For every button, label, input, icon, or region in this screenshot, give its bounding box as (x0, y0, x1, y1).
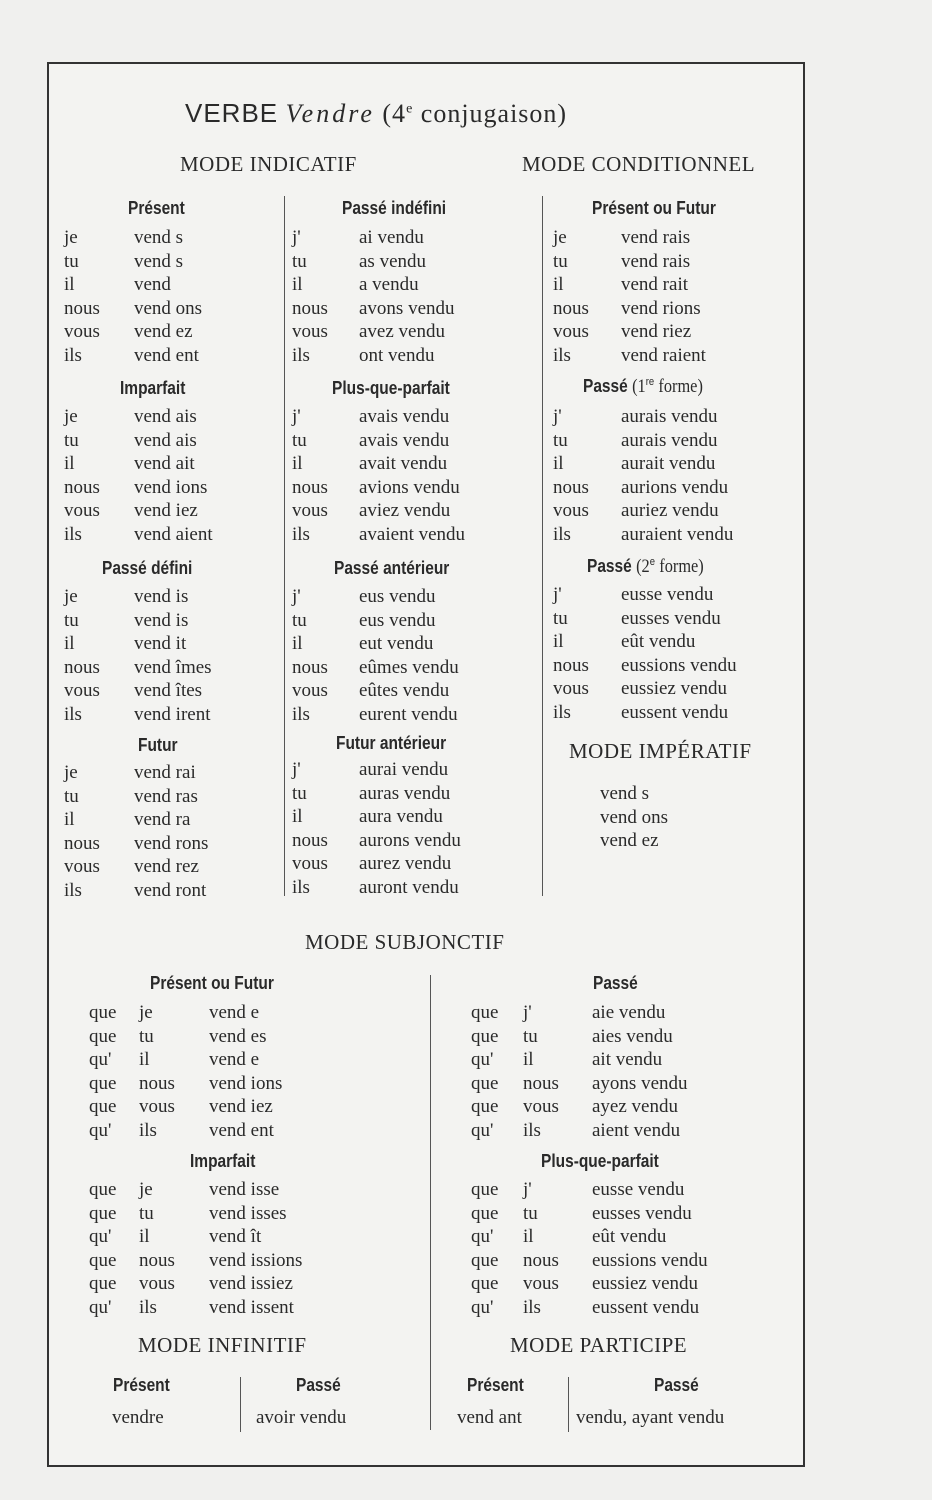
conj-pronoun: nous (292, 829, 328, 851)
heading-passe-indefini: Passé indéfini (342, 198, 447, 218)
conj-pronoun: tu (523, 1025, 538, 1047)
conj-pronoun: tu (139, 1202, 154, 1224)
conj-pronoun: ils (292, 876, 310, 898)
heading-subj-plus-que-parfait: Plus-que-parfait (541, 1151, 659, 1171)
conj-form: avait vendu (359, 453, 448, 474)
infinitif-passe: avoir vendu (256, 1407, 347, 1428)
conj-form: eût vendu (592, 1226, 667, 1247)
conj-form: eussions vendu (592, 1249, 708, 1271)
conj-pronoun: nous (553, 654, 589, 676)
conj-form: auraient vendu (621, 523, 734, 545)
conj-pronoun: nous (64, 832, 100, 854)
conj-form: eusse vendu (621, 584, 714, 605)
imperatif-form: vend s (600, 783, 650, 804)
conj-form: ait vendu (592, 1049, 663, 1070)
conj-form: eus vendu (359, 586, 436, 607)
conj-form: eusses vendu (621, 607, 721, 629)
heading-present: Présent (128, 198, 185, 218)
conj-form: auriez vendu (621, 500, 719, 521)
conj-pronoun: j' (292, 759, 301, 780)
conj-que: qu' (89, 1296, 112, 1318)
title-paren: (4 (382, 99, 407, 128)
conj-form: vend issiez (209, 1273, 293, 1294)
column-rule (284, 196, 285, 896)
conj-pronoun: vous (292, 853, 328, 874)
conj-form: vend rais (621, 250, 691, 272)
conj-que: que (89, 1002, 117, 1023)
conj-form: eus vendu (359, 609, 436, 631)
conj-form: vend rais (621, 227, 691, 248)
conj-form: avaient vendu (359, 523, 466, 545)
heading-cond-passe2-end: forme) (659, 556, 704, 577)
conj-form: vend raient (621, 344, 706, 366)
conj-pronoun: ils (553, 523, 571, 545)
conj-que: que (471, 1025, 499, 1047)
conj-que: que (471, 1002, 499, 1023)
conj-pronoun: nous (523, 1249, 559, 1271)
conj-que: que (89, 1025, 117, 1047)
column-rule (568, 1377, 569, 1432)
heading-cond-passe1-paren: (1 (632, 376, 646, 397)
title-sup: e (406, 101, 414, 117)
conj-pronoun: il (64, 274, 75, 295)
heading-cond-present: Présent ou Futur (592, 198, 716, 218)
conj-pronoun: ils (64, 344, 82, 366)
conj-form: aurez vendu (359, 853, 452, 874)
column-rule (542, 196, 543, 896)
conj-form: ont vendu (359, 344, 435, 366)
conj-pronoun: il (523, 1049, 534, 1070)
mode-imperatif: MODE IMPÉRATIF (569, 739, 752, 763)
conj-form: aurais vendu (621, 406, 718, 427)
conj-form: vend rait (621, 274, 689, 295)
conj-form: aviez vendu (359, 500, 451, 521)
heading-inf-passe: Passé (296, 1375, 341, 1395)
mode-subjonctif: MODE SUBJONCTIF (305, 930, 505, 954)
conj-form: vend riez (621, 321, 692, 342)
heading-cond-passe2 (587, 556, 704, 578)
conj-pronoun: tu (64, 609, 79, 631)
conj-pronoun: j' (553, 584, 562, 605)
conj-pronoun: ils (64, 879, 82, 901)
heading-cond-passe2-label: Passé (587, 556, 632, 576)
conj-form: vend aient (134, 523, 213, 545)
conj-form: avez vendu (359, 321, 445, 342)
conj-pronoun: vous (292, 500, 328, 521)
conj-pronoun: ils (292, 523, 310, 545)
conj-form: eusses vendu (592, 1202, 692, 1224)
conj-pronoun: il (292, 453, 303, 474)
conj-pronoun: je (553, 227, 567, 248)
title-verbe: VERBE (185, 98, 279, 128)
conj-que: qu' (89, 1226, 112, 1247)
conj-pronoun: il (64, 453, 75, 474)
conj-form: ayez vendu (592, 1096, 678, 1117)
heading-plus-que-parfait: Plus-que-parfait (332, 378, 450, 398)
conj-pronoun: nous (553, 297, 589, 319)
conj-form: vend it (134, 633, 187, 654)
heading-futur-anterieur: Futur antérieur (336, 733, 447, 753)
conj-form: aie vendu (592, 1002, 666, 1023)
conj-pronoun: je (139, 1179, 153, 1200)
conj-form: a vendu (359, 274, 419, 295)
conj-que: que (471, 1179, 499, 1200)
title-conj: conjugaison) (420, 99, 568, 128)
heading-part-passe: Passé (654, 1375, 699, 1395)
conj-form: vend ais (134, 406, 197, 427)
conj-form: auront vendu (359, 876, 459, 898)
heading-cond-passe1-sup: re (645, 376, 655, 388)
conj-form: as vendu (359, 250, 427, 272)
heading-part-present: Présent (467, 1375, 524, 1395)
conj-que: qu' (471, 1226, 494, 1247)
conj-form: vend e (209, 1002, 260, 1023)
conj-pronoun: je (64, 762, 78, 783)
column-rule (430, 975, 431, 1430)
conj-pronoun: nous (139, 1249, 175, 1271)
conj-que: que (471, 1096, 499, 1117)
conj-que: que (471, 1249, 499, 1271)
conj-form: eut vendu (359, 633, 434, 654)
conj-pronoun: il (64, 809, 75, 830)
conj-form: vend iez (134, 500, 198, 521)
conj-pronoun: vous (64, 680, 100, 701)
conj-que: que (471, 1072, 499, 1094)
conj-pronoun: il (64, 633, 75, 654)
conj-que: que (89, 1179, 117, 1200)
conj-pronoun: il (139, 1049, 150, 1070)
conj-form: vend ez (134, 321, 193, 342)
conj-pronoun: vous (523, 1273, 559, 1294)
conj-pronoun: il (553, 453, 564, 474)
conj-form: vend isses (209, 1202, 287, 1224)
conj-pronoun: vous (139, 1096, 175, 1117)
conj-form: eussent vendu (621, 701, 729, 723)
heading-imparfait: Imparfait (120, 378, 186, 398)
imperatif-form: vend ez (600, 830, 659, 851)
conj-form: eûtes vendu (359, 680, 450, 701)
conj-pronoun: nous (292, 476, 328, 498)
conj-pronoun: il (553, 631, 564, 652)
conj-pronoun: il (523, 1226, 534, 1247)
conj-pronoun: j' (523, 1002, 532, 1023)
conj-form: ayons vendu (592, 1072, 688, 1094)
conj-form: eussiez vendu (592, 1273, 699, 1294)
conj-pronoun: nous (292, 656, 328, 678)
conj-form: eurent vendu (359, 703, 458, 725)
conj-form: vend s (134, 227, 184, 248)
title-verb: Vendre (285, 99, 375, 128)
conj-form: vend s (134, 250, 184, 272)
participe-passe: vendu, ayant vendu (576, 1407, 725, 1428)
conj-pronoun: ils (553, 344, 571, 366)
conj-form: vend ra (134, 809, 191, 830)
conj-form: vend rions (621, 297, 701, 319)
conj-pronoun: tu (292, 250, 307, 272)
conj-form: vend iez (209, 1096, 273, 1117)
heading-subj-imparfait: Imparfait (190, 1151, 256, 1171)
conj-que: qu' (89, 1119, 112, 1141)
conj-que: que (471, 1273, 499, 1294)
conj-form: ai vendu (359, 227, 424, 248)
conj-que: que (89, 1202, 117, 1224)
conj-que: qu' (471, 1049, 494, 1070)
conj-pronoun: ils (292, 344, 310, 366)
conj-pronoun: nous (139, 1072, 175, 1094)
conj-pronoun: je (64, 227, 78, 248)
conj-form: vend rai (134, 762, 196, 783)
conj-form: vend ions (134, 476, 208, 498)
conj-pronoun: vous (553, 500, 589, 521)
conj-form: eussent vendu (592, 1296, 700, 1318)
conj-que: que (89, 1072, 117, 1094)
conj-form: vend issent (209, 1296, 294, 1318)
conj-pronoun: nous (553, 476, 589, 498)
conj-pronoun: ils (139, 1119, 157, 1141)
conj-form: vend rez (134, 856, 199, 877)
conj-block-imperatif (600, 782, 668, 853)
conj-pronoun: ils (139, 1296, 157, 1318)
conj-form: vend e (209, 1049, 260, 1070)
conj-que: que (89, 1273, 117, 1294)
conj-que: que (89, 1249, 117, 1271)
heading-subj-present: Présent ou Futur (150, 973, 274, 993)
conj-que: qu' (471, 1119, 494, 1141)
conj-form: vend ent (209, 1119, 274, 1141)
conj-form: avions vendu (359, 476, 460, 498)
conj-pronoun: tu (292, 609, 307, 631)
conj-form: vend ait (134, 453, 195, 474)
conj-form: avais vendu (359, 429, 450, 451)
mode-infinitif: MODE INFINITIF (138, 1333, 307, 1357)
conj-form: eût vendu (621, 631, 696, 652)
conj-pronoun: j' (292, 586, 301, 607)
conj-pronoun: vous (553, 321, 589, 342)
conj-pronoun: tu (553, 250, 568, 272)
conj-form: vend is (134, 609, 189, 631)
conj-form: vend ent (134, 344, 199, 366)
conj-que: qu' (89, 1049, 112, 1070)
conj-form: vend is (134, 586, 189, 607)
conj-form: aurions vendu (621, 476, 729, 498)
conj-pronoun: tu (64, 785, 79, 807)
conj-form: eussions vendu (621, 654, 737, 676)
conj-pronoun: nous (64, 476, 100, 498)
conj-form: vend ît (209, 1226, 262, 1247)
conj-form: vend îtes (134, 680, 203, 701)
conj-pronoun: tu (64, 429, 79, 451)
conj-que: qu' (471, 1296, 494, 1318)
conj-pronoun: tu (553, 607, 568, 629)
heading-cond-passe2-sup: e (649, 556, 655, 568)
conj-pronoun: je (64, 586, 78, 607)
conj-pronoun: tu (553, 429, 568, 451)
heading-cond-passe2-paren: (2 (636, 556, 650, 577)
conj-pronoun: ils (523, 1296, 541, 1318)
conj-form: eûmes vendu (359, 656, 459, 678)
conj-pronoun: vous (553, 678, 589, 699)
conj-que: que (89, 1096, 117, 1117)
conj-form: vend (134, 274, 171, 295)
conj-pronoun: ils (292, 703, 310, 725)
conj-pronoun: vous (64, 856, 100, 877)
heading-passe-anterieur: Passé antérieur (334, 558, 450, 578)
conj-pronoun: tu (139, 1025, 154, 1047)
conj-form: eusse vendu (592, 1179, 685, 1200)
conj-form: vend issions (209, 1249, 303, 1271)
conj-form: avais vendu (359, 406, 450, 427)
conj-pronoun: ils (523, 1119, 541, 1141)
heading-passe-defini: Passé défini (102, 558, 193, 578)
conj-form: vend es (209, 1025, 267, 1047)
conj-pronoun: il (553, 274, 564, 295)
infinitif-present: vendre (112, 1407, 164, 1428)
conj-pronoun: nous (64, 297, 100, 319)
conj-pronoun: tu (523, 1202, 538, 1224)
column-rule (240, 1377, 241, 1432)
conj-pronoun: ils (553, 701, 571, 723)
participe-present: vend ant (457, 1407, 522, 1428)
conj-pronoun: tu (64, 250, 79, 272)
conj-pronoun: vous (64, 321, 100, 342)
conj-form: vend ras (134, 785, 198, 807)
heading-cond-passe1 (583, 376, 703, 398)
mode-indicatif: MODE INDICATIF (180, 152, 357, 176)
conj-pronoun: tu (292, 429, 307, 451)
mode-conditionnel: MODE CONDITIONNEL (522, 152, 756, 176)
conj-form: aurons vendu (359, 829, 461, 851)
imperatif-form: vend ons (600, 806, 669, 828)
conj-form: vend ons (134, 297, 203, 319)
conj-pronoun: nous (64, 656, 100, 678)
conj-form: aurais vendu (621, 429, 718, 451)
conj-pronoun: j' (523, 1179, 532, 1200)
conj-form: vend ions (209, 1072, 283, 1094)
conj-pronoun: nous (292, 297, 328, 319)
conj-pronoun: vous (292, 680, 328, 701)
conj-pronoun: vous (292, 321, 328, 342)
conj-form: aurai vendu (359, 759, 449, 780)
conj-form: vend isse (209, 1179, 280, 1200)
conj-form: vend îmes (134, 656, 212, 678)
conj-form: vend ais (134, 429, 197, 451)
conj-form: eussiez vendu (621, 678, 728, 699)
conj-form: aies vendu (592, 1025, 673, 1047)
conj-pronoun: il (139, 1226, 150, 1247)
conj-form: vend irent (134, 703, 211, 725)
heading-cond-passe1-end: forme) (658, 376, 703, 397)
conj-pronoun: j' (292, 227, 301, 248)
conj-pronoun: je (139, 1002, 153, 1023)
conj-pronoun: vous (139, 1273, 175, 1294)
conj-pronoun: il (292, 274, 303, 295)
heading-inf-present: Présent (113, 1375, 170, 1395)
conj-form: vend rons (134, 832, 209, 854)
mode-participe: MODE PARTICIPE (510, 1333, 688, 1357)
conj-form: auras vendu (359, 782, 451, 804)
conj-form: vend ront (134, 879, 207, 901)
heading-subj-passe: Passé (593, 973, 638, 993)
heading-futur: Futur (138, 735, 178, 755)
conj-pronoun: ils (64, 703, 82, 725)
conj-pronoun: je (64, 406, 78, 427)
conj-pronoun: j' (292, 406, 301, 427)
conj-que: que (471, 1202, 499, 1224)
heading-cond-passe1-label: Passé (583, 376, 628, 396)
conj-pronoun: j' (553, 406, 562, 427)
conj-pronoun: tu (292, 782, 307, 804)
conj-form: avons vendu (359, 297, 455, 319)
page-title (185, 98, 567, 129)
conj-pronoun: nous (523, 1072, 559, 1094)
conj-pronoun: vous (64, 500, 100, 521)
conj-form: aura vendu (359, 806, 443, 827)
conj-form: aurait vendu (621, 453, 716, 474)
conj-pronoun: vous (523, 1096, 559, 1117)
conj-pronoun: il (292, 633, 303, 654)
conj-pronoun: il (292, 806, 303, 827)
conj-pronoun: ils (64, 523, 82, 545)
conj-form: aient vendu (592, 1119, 681, 1141)
